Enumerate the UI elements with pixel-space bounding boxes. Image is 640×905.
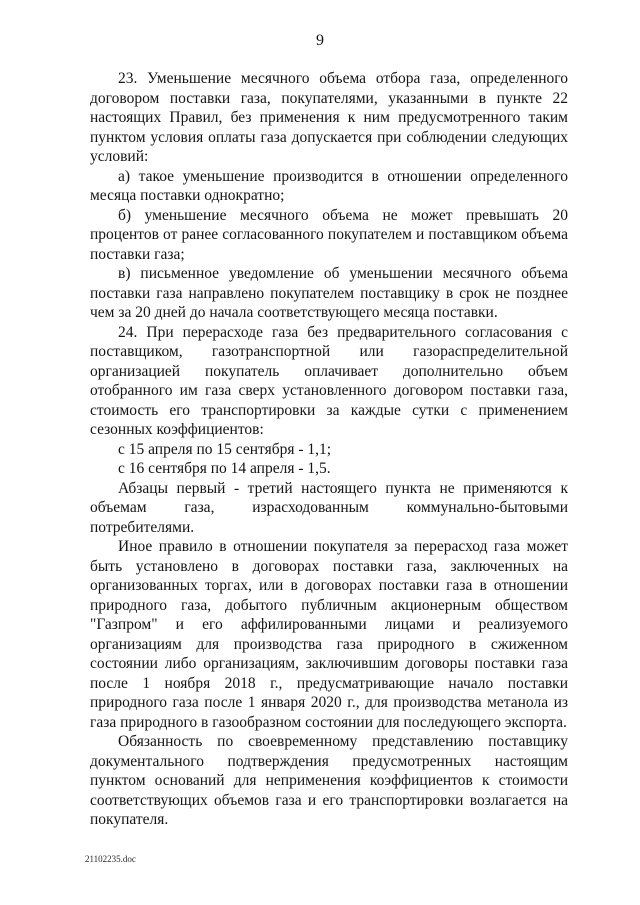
paragraph-24-season-2: с 16 сентября по 14 апреля - 1,5. — [118, 460, 331, 477]
paragraph-24-season-1: с 15 апреля по 15 сентября - 1,1; — [118, 440, 332, 458]
paragraph-23-v: в) письменное уведомление об уменьшении месячного объема поставки газа направлено покупателем поставщику в срок не позднее чем за 20 дней до начала соответствующего месяца поставки. — [90, 265, 568, 321]
paragraph-24-other-rule: Иное правило в отношении покупателя за перерасход газа может быть установлено в договорах поставки газа, заключенных на организованных торгах, или в договорах поставки газа в отношении природного газа, добытого публичным акционерным обществом "Газпром" и его аффилированными лицами и реализуемого организациям для производства газа природного в сжиженном состоянии либо организациям, заключившим договоры поставки газа после 1 ноября 2018 г., предусматривающие начало поставки природного газа после 1 января 2020 г., для производства метанола из газа природного в газообразном состоянии для последующего экспорта. — [90, 538, 568, 731]
paragraph-23-a: а) такое уменьшение производится в отношении определенного месяца поставки однократно; — [90, 167, 568, 204]
paragraph-24-obligation: Обязанность по своевременному представлению поставщику документального подтверждения предусмотренных настоящим пунктом оснований для неприменения коэффициентов к стоимости соответствующих объемов газа и его транспортировки возлагается на покупателя. — [90, 733, 568, 828]
paragraph-24-intro: 24. При перерасходе газа без предварительного согласования с поставщиком, газотранспортной или газораспределительной организацией покупатель оплачивает дополнительно объем отобранного им газа сверх установленного договором поставки газа, стоимость его транспортировки за каждые сутки с применением сезонных коэффициентов: — [90, 323, 568, 438]
paragraph-23-b: б) уменьшение месячного объема не может превышать 20 процентов от ранее согласованного покупателем и поставщиком объема поставки газа; — [90, 206, 568, 263]
paragraph-24-exemption: Абзацы первый - третий настоящего пункта не применяются к объемам газа, израсходованным коммунально-бытовыми потребителями. — [90, 479, 568, 536]
paragraph-23-intro: 23. Уменьшение месячного объема отбора газа, определенного договором поставки газа, покупателями, указанными в пункте 22 настоящих Правил, без применения к ним предусмотренного таким пунктом условия оплаты газа допускается при соблюдении следующих условий: — [90, 70, 568, 165]
document-body — [90, 69, 568, 830]
page-number: 9 — [316, 32, 324, 49]
document-file-code: 21102235.doc — [85, 854, 136, 864]
